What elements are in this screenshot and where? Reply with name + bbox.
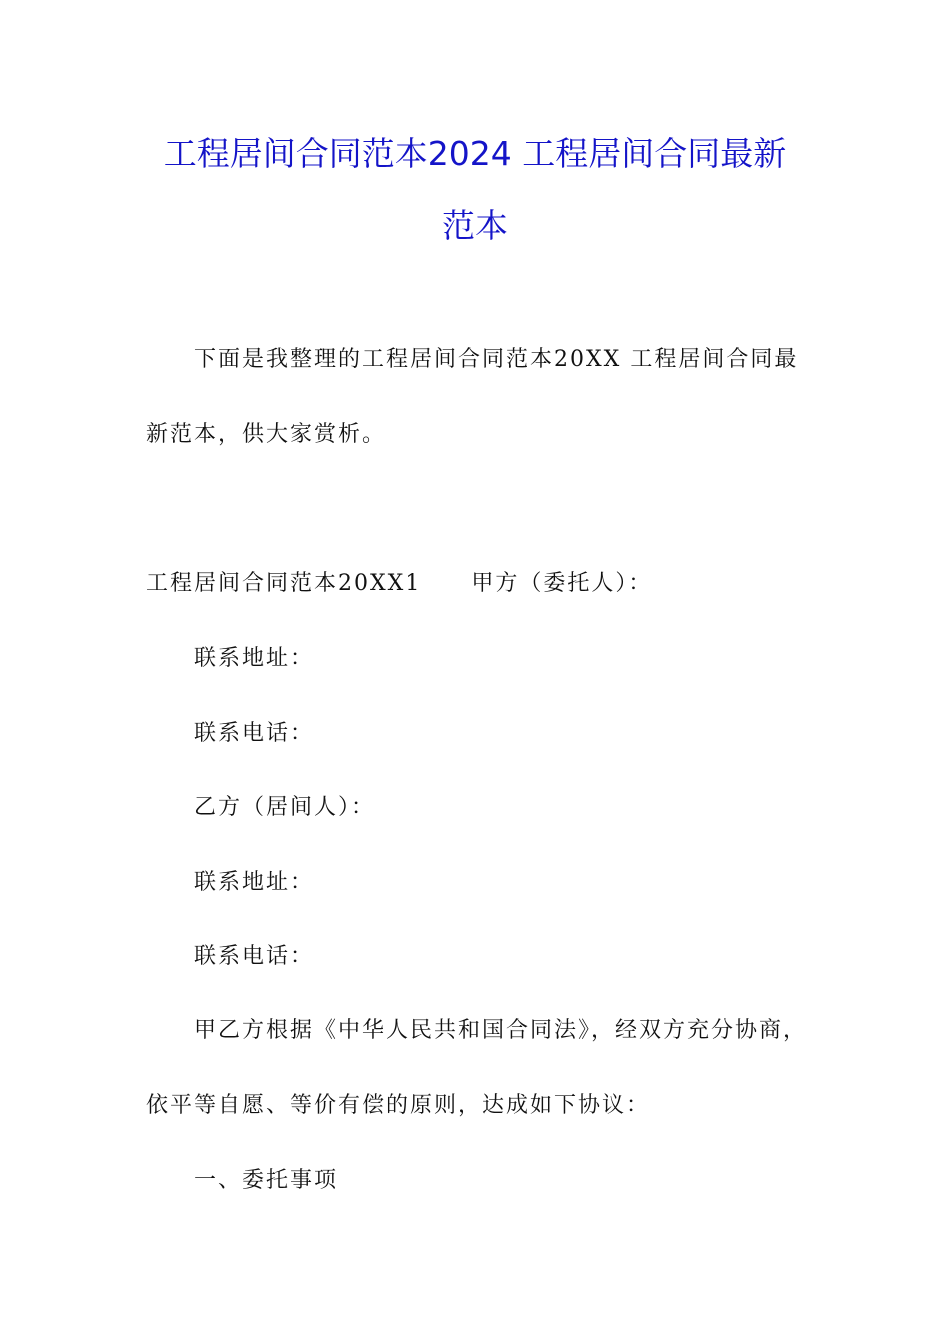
party-a-address: 联系地址： (194, 646, 315, 671)
party-b-label: 乙方（居间人）： (194, 795, 376, 820)
agreement-line-2: 依平等自愿、等价有偿的原则，达成如下协议： (146, 1093, 651, 1118)
party-b-address: 联系地址： (194, 870, 315, 895)
party-a-label: 甲方（委托人）： (471, 571, 653, 596)
intro-line-2: 新范本，供大家赏析。 (146, 422, 387, 447)
document-title-line-2: 范本 (442, 206, 508, 245)
contract-heading-row (146, 569, 652, 599)
document-title-line-1: 工程居间合同范本2024 工程居间合同最新 (163, 134, 787, 173)
agreement-line-1: 甲乙方根据《中华人民共和国合同法》，经双方充分协商， (194, 1018, 808, 1043)
section-heading-1: 一、委托事项 (194, 1168, 339, 1193)
intro-line-1: 下面是我整理的工程居间合同范本20XX 工程居间合同最 (194, 347, 799, 372)
party-a-phone: 联系电话： (194, 721, 315, 746)
party-b-phone: 联系电话： (194, 944, 315, 969)
contract-heading: 工程居间合同范本20XX1 (146, 571, 422, 596)
